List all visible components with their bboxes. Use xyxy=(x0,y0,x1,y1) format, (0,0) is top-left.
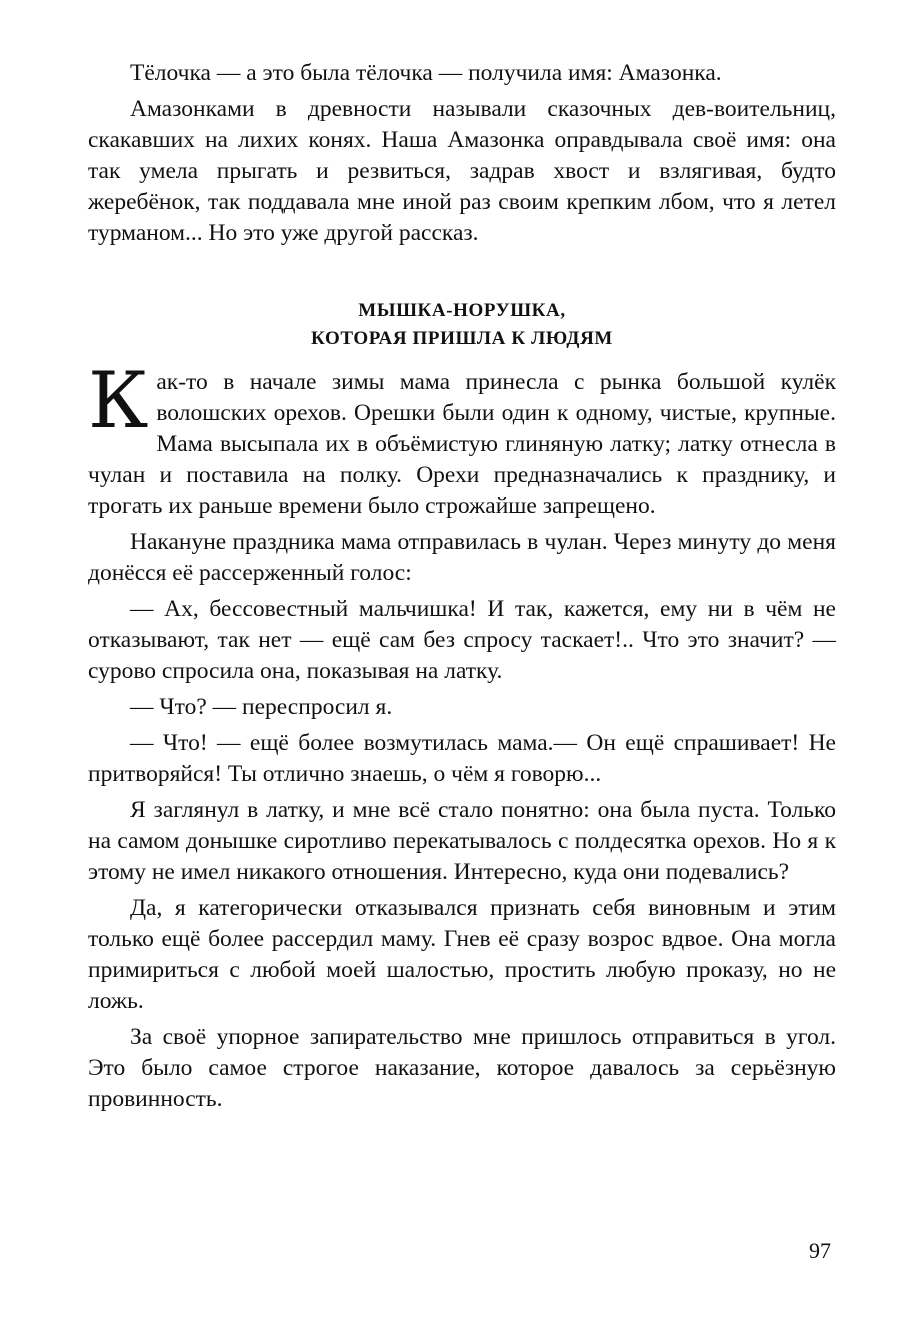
paragraph: За своё упорное запирательство мне пришлось отправиться в угол. Это было самое строгое наказание, которое давалось за серьёзную провинность. xyxy=(88,1024,836,1112)
dialogue-paragraph: — Ах, бессовестный мальчишка! И так, кажется, ему ни в чём не отказывают, так нет — ещё сам без спросу таскает!.. Что это значит? — сурово спросила она, показывая на латку. xyxy=(88,596,836,684)
drop-cap: К xyxy=(88,356,149,446)
page-number: 97 xyxy=(809,1238,831,1263)
dialogue-paragraph: — Что? — переспросил я. xyxy=(130,694,393,720)
paragraph: Накануне праздника мама отправилась в чулан. Через минуту до меня донёсся её рассерженный голос: xyxy=(88,529,836,586)
first-paragraph-text: ак-то в начале зимы мама принесла с рынка большой кулёк волошских орехов. Орешки были один к одному, чистые, крупные. Мама высыпала их в объёмистую глиняную латку; латку отнесла в чулан и поставила на полку. Орехи предназначались к празднику, и трогать их раньше времени было строжайше запрещено. xyxy=(88,369,836,519)
chapter-title-line: КОТОРАЯ ПРИШЛА К ЛЮДЯМ xyxy=(311,328,613,349)
dialogue-paragraph: — Что! — ещё более возмутилась мама.— Он ещё спрашивает! Не притворяйся! Ты отлично знаешь, о чём я говорю... xyxy=(88,730,836,787)
page-body xyxy=(88,58,836,1120)
chapter-title xyxy=(88,297,836,353)
paragraph: Тёлочка — а это была тёлочка — получила имя: Амазонка. xyxy=(130,60,722,86)
paragraph: Да, я категорически отказывался признать себя виновным и этим только ещё более рассердил маму. Гнев её сразу возрос вдвое. Она могла примириться с любой моей шалостью, простить любую проказу, но не ложь. xyxy=(88,895,836,1014)
first-paragraph xyxy=(88,356,836,522)
paragraph: Амазонками в древности называли сказочных дев-воительниц, скакавших на лихих конях. Наша Амазонка оправдывала своё имя: она так умела прыгать и резвиться, задрав хвост и взлягивая, будто жеребёнок, так поддавала мне иной раз своим крепким лбом, что я летел турманом... Но это уже другой рассказ. xyxy=(88,96,836,246)
chapter-title-line: МЫШКА-НОРУШКА, xyxy=(358,300,566,321)
paragraph: Я заглянул в латку, и мне всё стало понятно: она была пуста. Только на самом донышке сиротливо перекатывалось с полдесятка орехов. Но я к этому не имел никакого отношения. Интересно, куда они подевались? xyxy=(88,797,836,885)
